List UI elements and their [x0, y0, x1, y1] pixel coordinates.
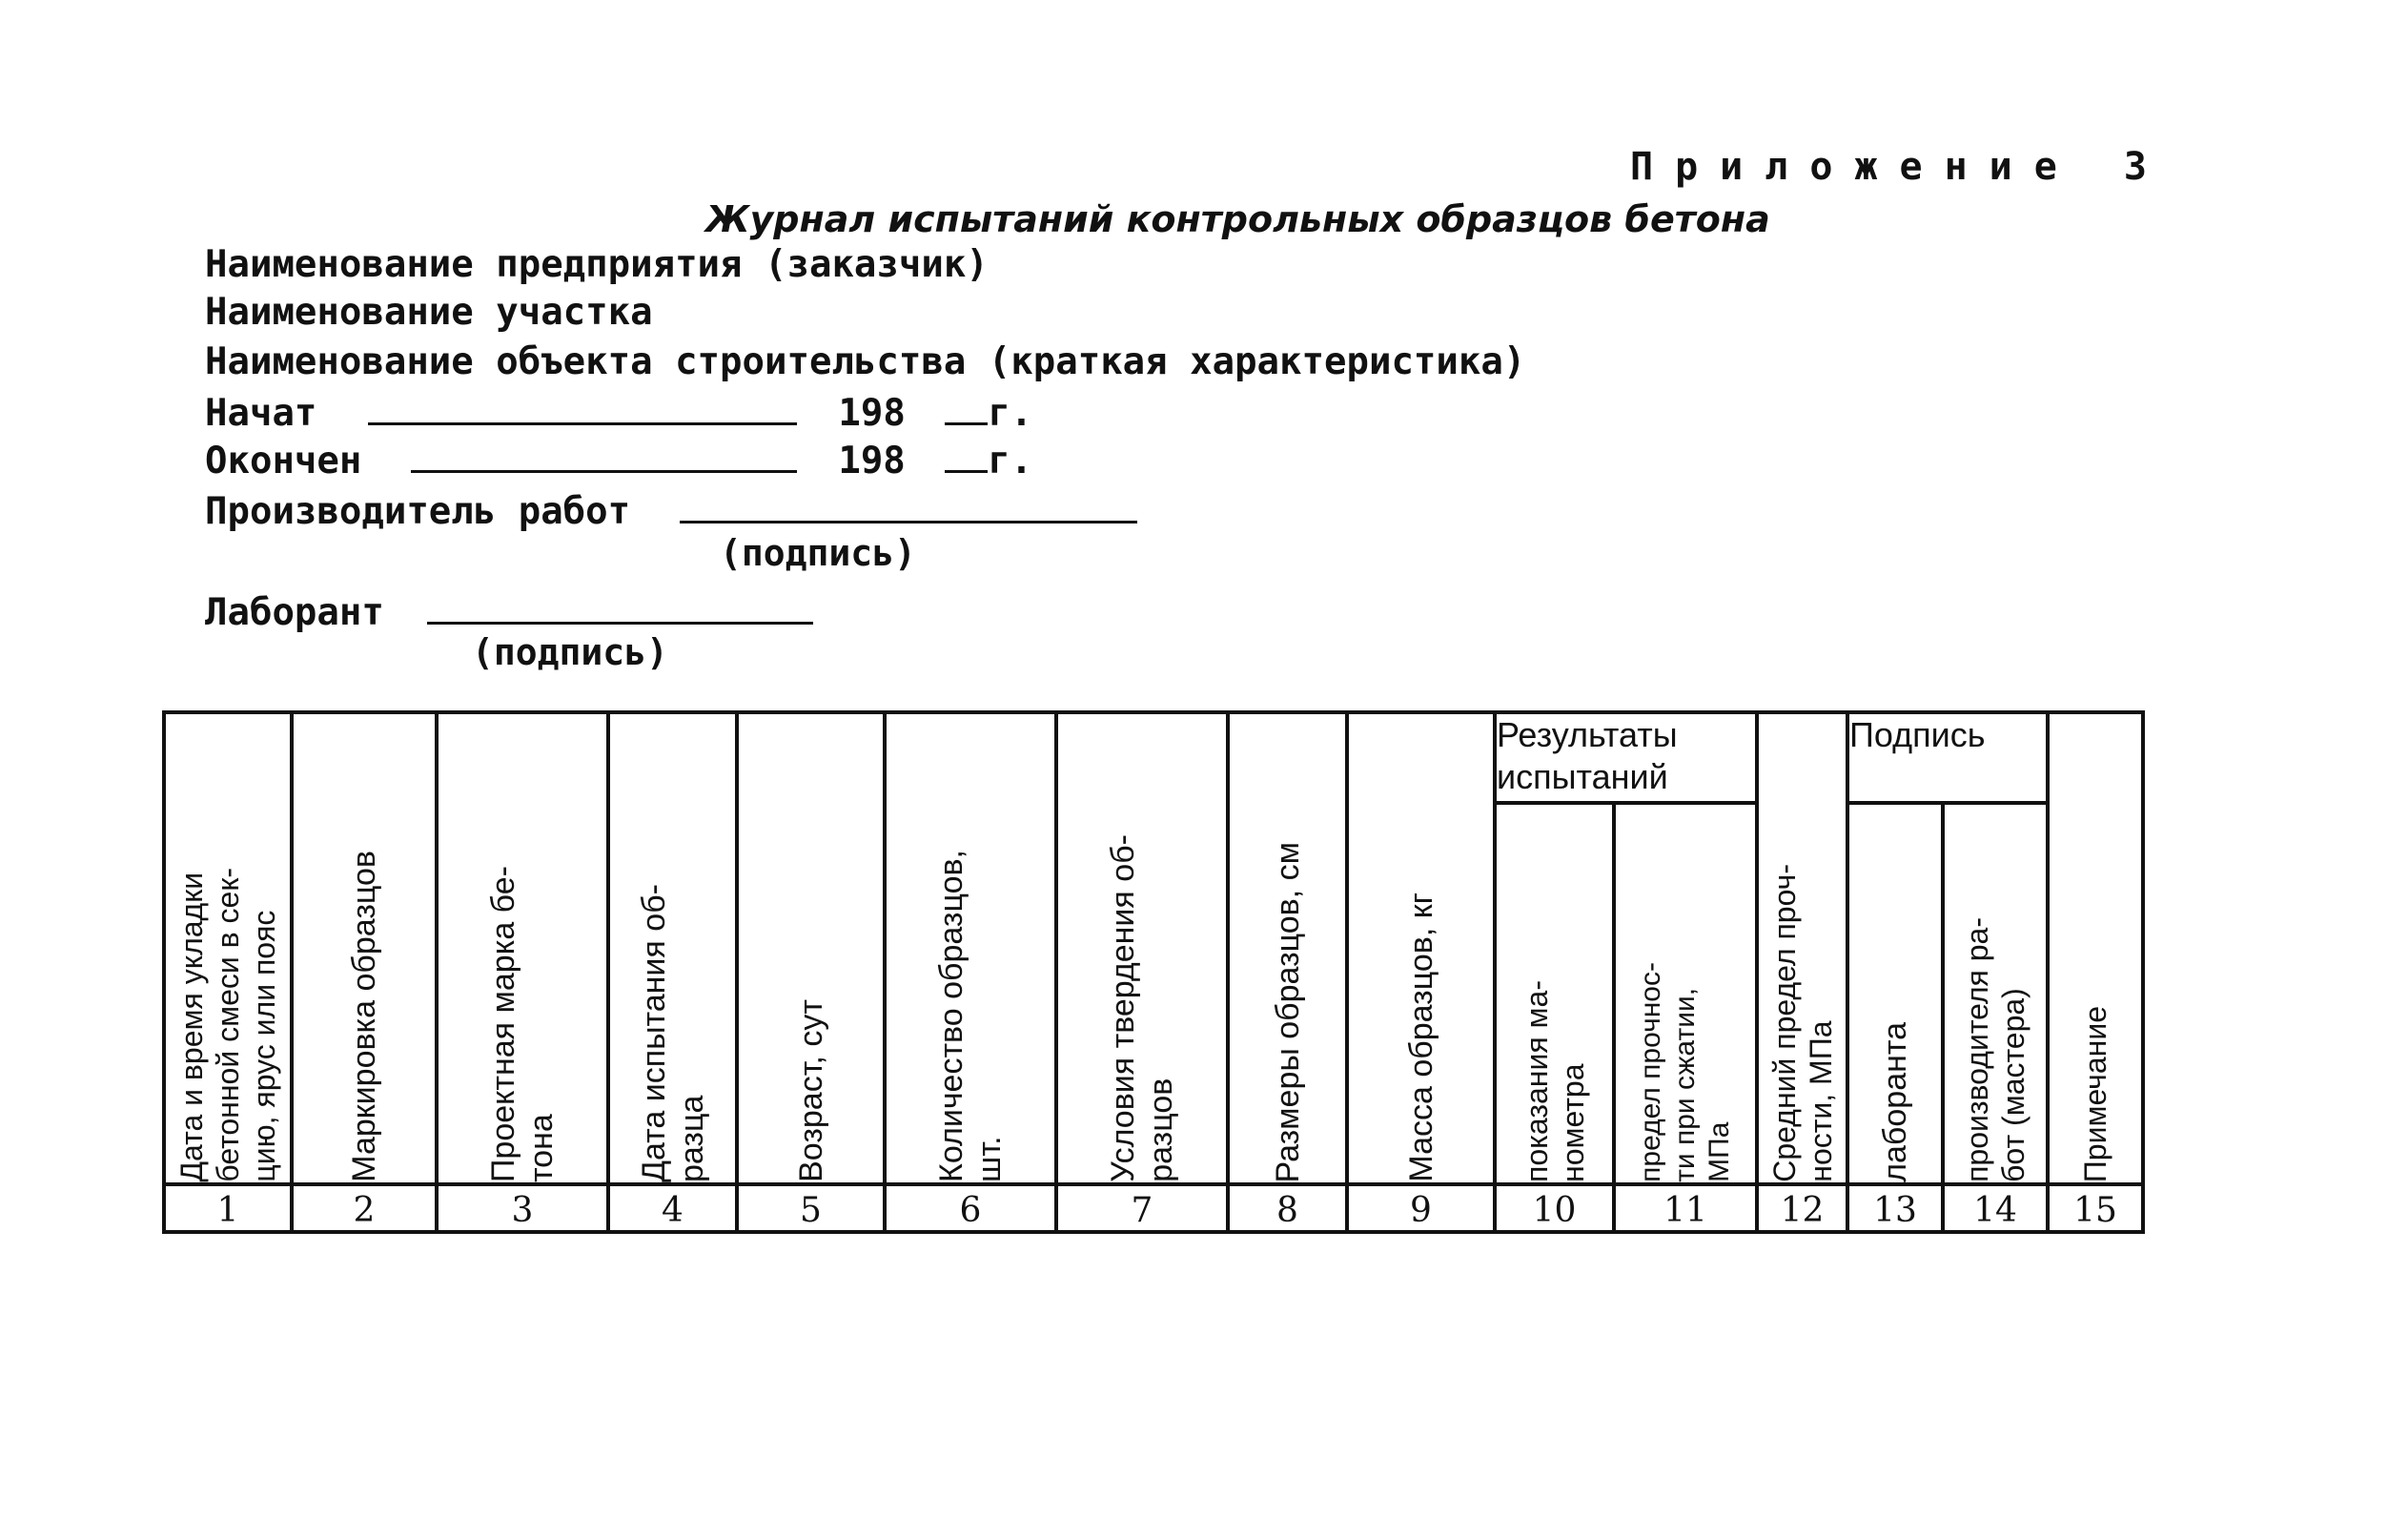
col11-line-3: МПа	[1704, 1121, 1735, 1182]
header-col-8	[1228, 712, 1347, 1184]
lab-assistant-signature-blank[interactable]	[427, 587, 813, 625]
signature-note: (подпись)	[720, 532, 916, 574]
column-number: 8	[1228, 1184, 1347, 1232]
header-col-10	[1495, 803, 1614, 1184]
column-number: 13	[1847, 1184, 1943, 1232]
col3-line-2: тона	[523, 1114, 560, 1182]
col8-label: Размеры образцов, см	[1269, 841, 1306, 1182]
col11-line-2: ти при сжатии,	[1669, 988, 1701, 1182]
header-col-3	[437, 712, 608, 1184]
column-number: 10	[1495, 1184, 1614, 1232]
col4-line-2: разца	[673, 1095, 710, 1182]
col14-line-1: производителя ра-	[1960, 917, 1994, 1182]
header-col-2	[292, 712, 437, 1184]
enterprise-line: Наименование предприятия (заказчик)	[205, 243, 989, 286]
works-producer-row	[205, 486, 1137, 533]
header-col-4	[608, 712, 737, 1184]
header-signature-group	[1847, 712, 2048, 803]
header-col-9	[1347, 712, 1495, 1184]
column-number: 12	[1757, 1184, 1847, 1232]
column-number: 11	[1614, 1184, 1757, 1232]
header-col-5	[737, 712, 885, 1184]
works-producer-label: Производитель работ	[205, 490, 631, 533]
object-line: Наименование объекта строительства (краткая характеристика)	[205, 340, 1526, 383]
column-number: 15	[2048, 1184, 2143, 1232]
started-label: Начат	[205, 392, 317, 435]
column-number: 7	[1056, 1184, 1228, 1232]
column-number: 3	[437, 1184, 608, 1232]
column-number: 14	[1943, 1184, 2048, 1232]
started-date-blank[interactable]	[368, 388, 797, 425]
finished-year-blank[interactable]	[945, 436, 988, 473]
section-line: Наименование участка	[205, 291, 653, 334]
column-number: 6	[885, 1184, 1056, 1232]
col5-label: Возраст, сут	[792, 999, 829, 1182]
header-results-group	[1495, 712, 1757, 803]
col12-line-2: ности, МПа	[1803, 1020, 1838, 1182]
journal-table	[162, 710, 2145, 1234]
col1-line-3: цию, ярус или пояс	[247, 910, 281, 1182]
col14-line-2: бот (мастера)	[1996, 988, 2030, 1182]
page-title: Журнал испытаний контрольных образцов бетона	[705, 198, 1770, 240]
col6-line-2: шт.	[971, 1136, 1008, 1182]
finished-year-suffix: г.	[988, 440, 1033, 482]
col9-label: Масса образцов, кг	[1402, 893, 1439, 1182]
header-col-14	[1943, 803, 2048, 1184]
header-col-6	[885, 712, 1056, 1184]
header-col-15	[2048, 712, 2143, 1184]
header-col-13	[1847, 803, 1943, 1184]
signature-note-2: (подпись)	[472, 631, 668, 673]
finished-label: Окончен	[205, 440, 362, 482]
col1-line-2: бетонной смеси в сек-	[211, 868, 245, 1182]
results-group-label: Результаты испытаний	[1497, 715, 1678, 796]
started-year-prefix: 198	[838, 392, 906, 435]
column-number: 5	[737, 1184, 885, 1232]
col15-label: Примечание	[2078, 1005, 2112, 1182]
column-number: 4	[608, 1184, 737, 1232]
finished-row	[205, 436, 1032, 482]
col10-line-2: нометра	[1555, 1063, 1590, 1182]
col7-line-2: разцов	[1143, 1078, 1179, 1182]
finished-date-blank[interactable]	[411, 436, 797, 473]
header-col-12	[1757, 712, 1847, 1184]
col7-line-1: Условия твердения об-	[1105, 834, 1141, 1182]
started-row	[205, 388, 1032, 435]
works-producer-signature-blank[interactable]	[680, 486, 1137, 523]
appendix-label: Приложение 3	[1630, 145, 2169, 189]
col12-line-1: Средний предел проч-	[1766, 864, 1802, 1182]
lab-assistant-label: Лаборант	[205, 591, 384, 634]
header-col-1	[164, 712, 292, 1184]
finished-year-prefix: 198	[838, 440, 906, 482]
signature-group-label: Подпись	[1849, 715, 1986, 754]
column-number: 2	[292, 1184, 437, 1232]
column-number: 9	[1347, 1184, 1495, 1232]
header-col-7	[1056, 712, 1228, 1184]
col2-label: Маркировка образцов	[346, 851, 382, 1182]
started-year-blank[interactable]	[945, 388, 988, 425]
col6-line-1: Количество образцов,	[933, 850, 969, 1182]
col4-line-1: Дата испытания об-	[635, 883, 672, 1182]
lab-assistant-row	[205, 587, 813, 634]
column-numbers-row	[164, 1184, 2143, 1232]
col11-line-1: предел прочнос-	[1635, 962, 1666, 1182]
col10-line-1: показания ма-	[1519, 980, 1554, 1182]
col3-line-1: Проектная марка бе-	[485, 865, 521, 1182]
col13-label: лаборанта	[1877, 1022, 1913, 1182]
started-year-suffix: г.	[988, 392, 1033, 435]
col1-line-1: Дата и время укладки	[174, 872, 209, 1182]
column-number: 1	[164, 1184, 292, 1232]
header-col-11	[1614, 803, 1757, 1184]
